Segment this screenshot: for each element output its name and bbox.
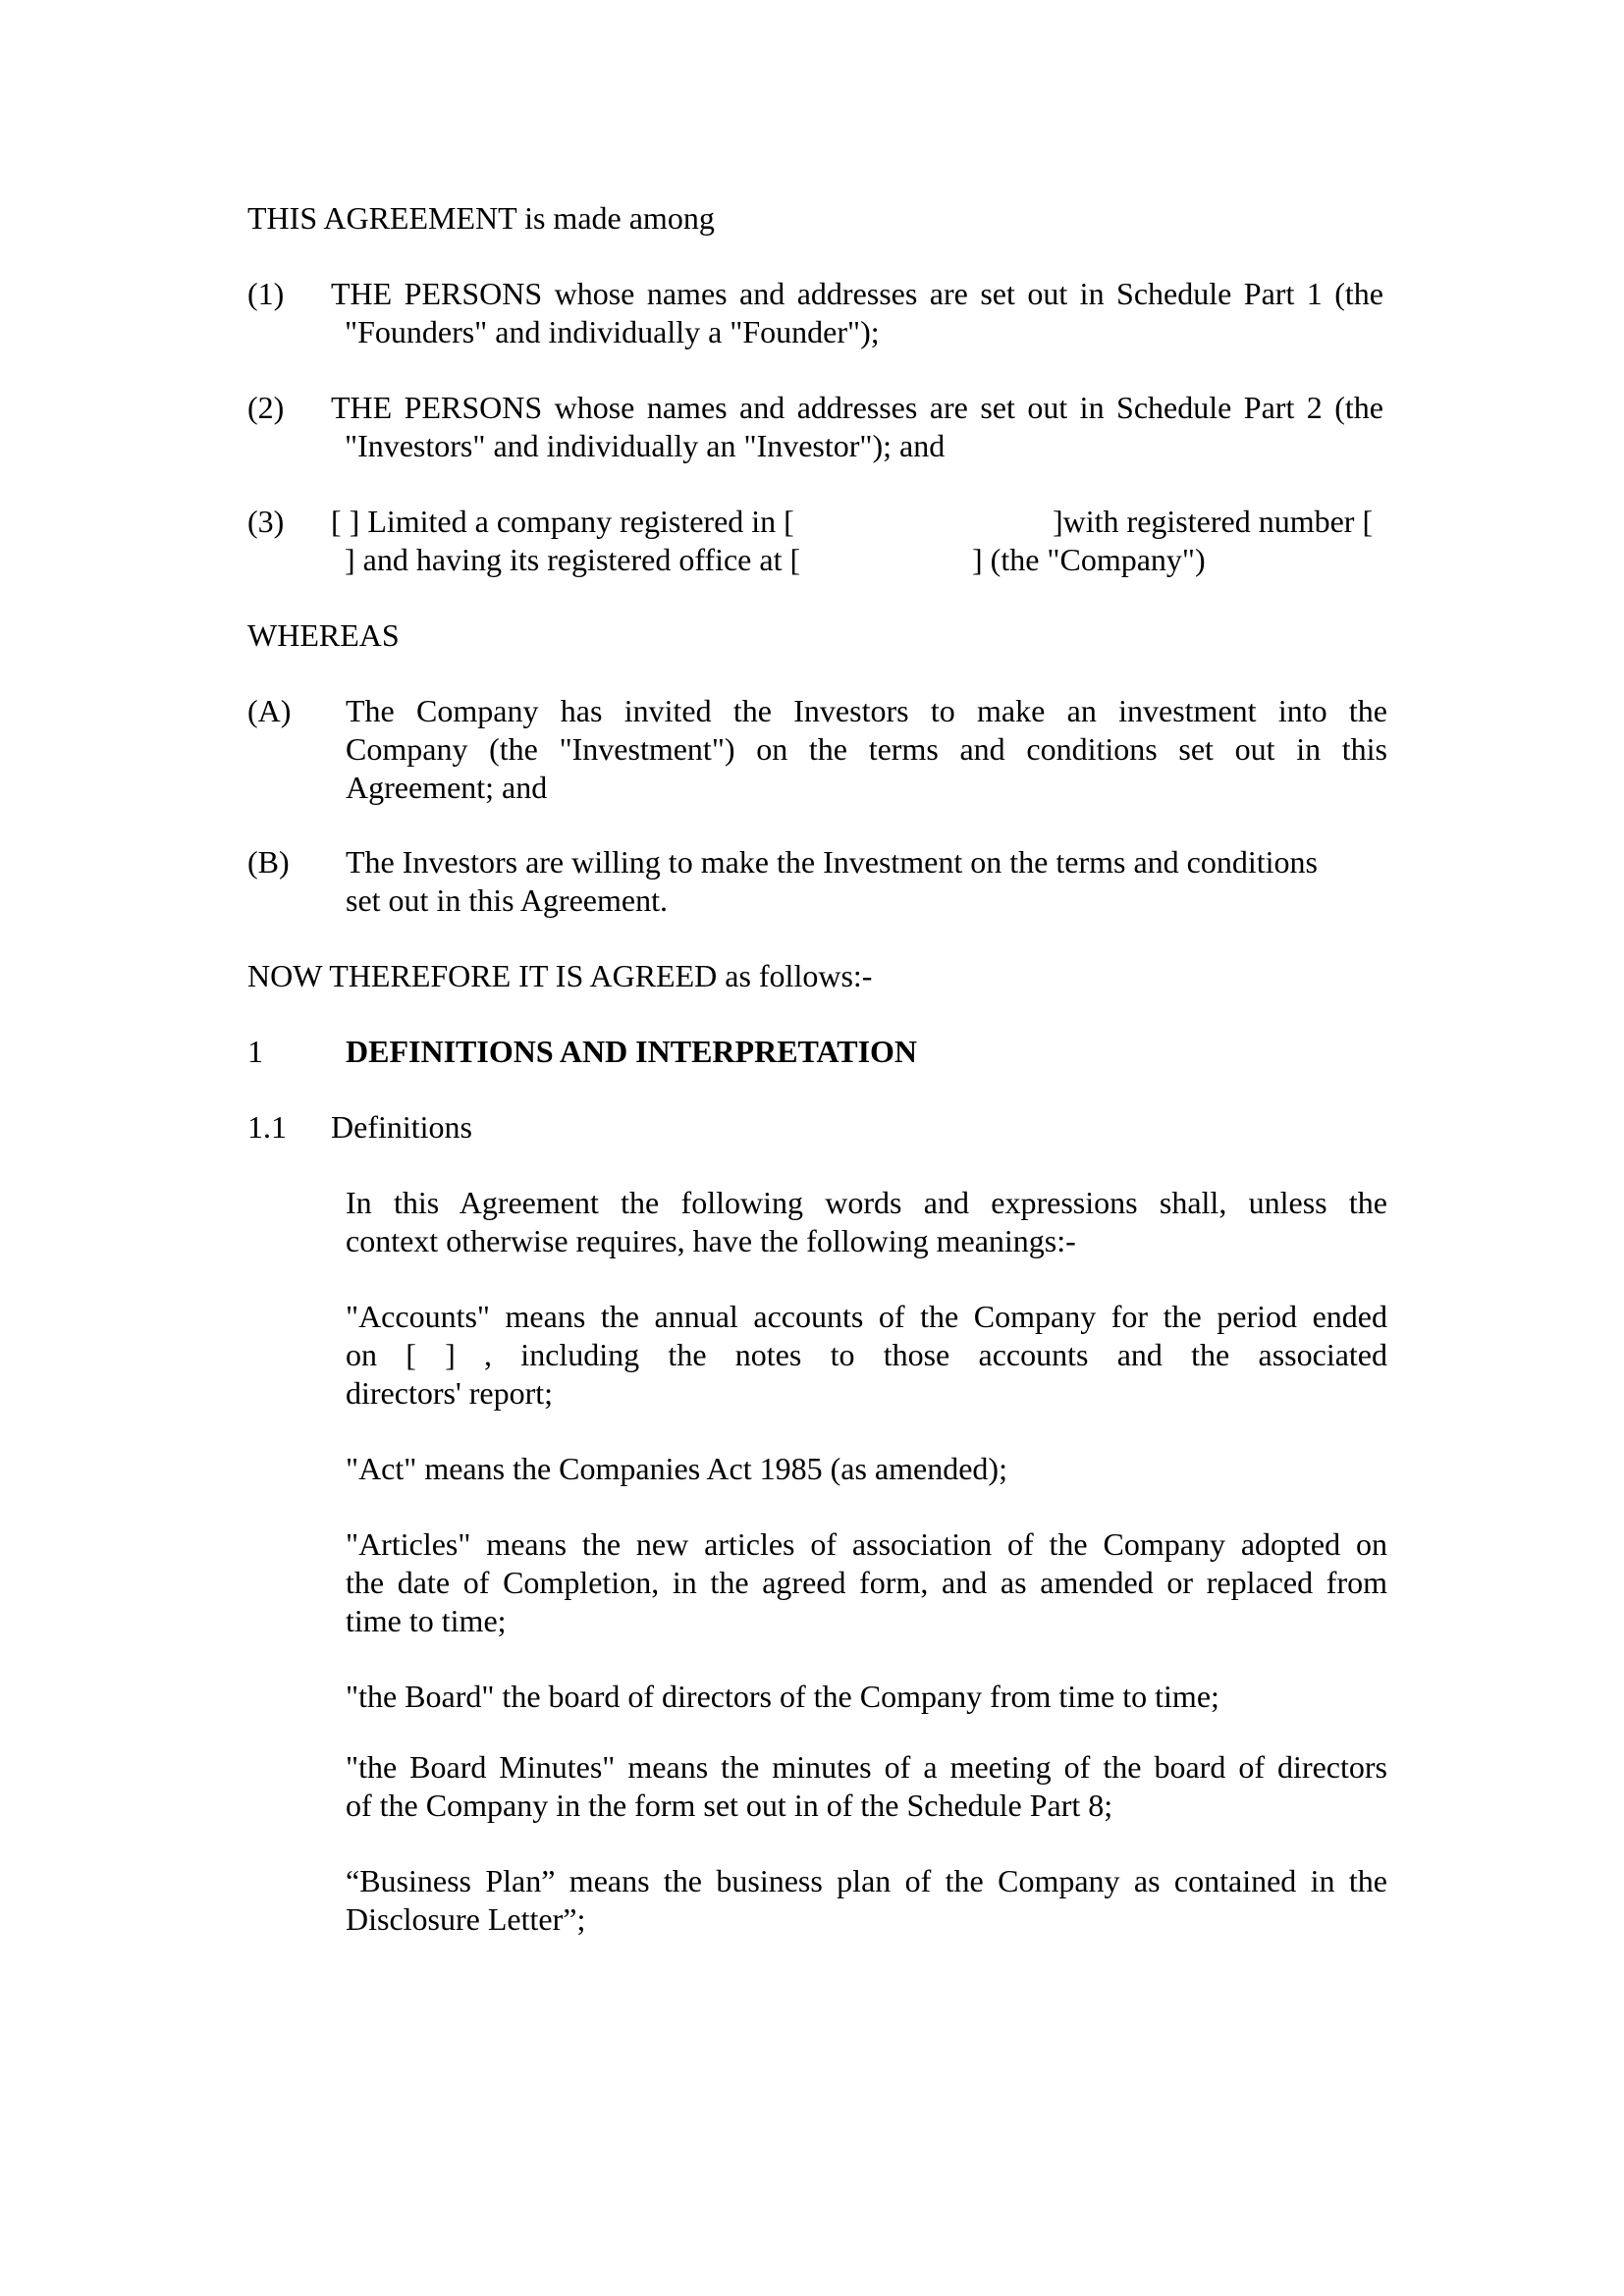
recital-line: Company (the "Investment") on the terms and conditions set out in this (346, 731, 1387, 767)
definition-line: In this Agreement the following words and expressions shall, unless the (346, 1185, 1387, 1220)
party-text-line: THE PERSONS whose names and addresses are set out in Schedule Part 1 (the (331, 276, 1383, 311)
party-text-line: "Founders" and individually a "Founder"); (345, 314, 880, 349)
definition-line: "the Board Minutes" means the minutes of a meeting of the board of directors (346, 1749, 1387, 1785)
definition-line: context otherwise requires, have the following meanings:- (346, 1223, 1076, 1258)
definition-line: Disclosure Letter”; (346, 1901, 586, 1937)
party-text-line: ]with registered number [ (1053, 504, 1374, 539)
recital-number: (B) (247, 844, 290, 880)
definition-line: time to time; (346, 1603, 507, 1638)
party-text-line: ] (the "Company") (972, 542, 1206, 577)
definition-line: "Articles" means the new articles of association of the Company adopted on (346, 1526, 1387, 1562)
party-text-line: [ ] Limited a company registered in [ (331, 504, 794, 539)
now-therefore-line: NOW THEREFORE IT IS AGREED as follows:- (247, 958, 873, 993)
subsection-number: 1.1 (247, 1109, 287, 1145)
definition-line: "the Board" the board of directors of the Company from time to time; (346, 1679, 1219, 1714)
recital-number: (A) (247, 693, 292, 728)
recital-line: set out in this Agreement. (346, 882, 668, 918)
whereas-heading: WHEREAS (247, 617, 400, 653)
subsection-title: Definitions (331, 1109, 472, 1145)
recital-line: The Investors are willing to make the Investment on the terms and conditions (346, 844, 1318, 880)
section-number: 1 (247, 1034, 263, 1069)
definition-line: of the Company in the form set out in of the Schedule Part 8; (346, 1788, 1113, 1823)
definition-line: "Accounts" means the annual accounts of the Company for the period ended (346, 1299, 1387, 1334)
recital-line: The Company has invited the Investors to make an investment into the (346, 693, 1387, 728)
definition-line: on [ ] , including the notes to those accounts and the associated (346, 1337, 1387, 1372)
party-text-line: "Investors" and individually an "Investor"); and (345, 428, 946, 463)
definition-line: "Act" means the Companies Act 1985 (as amended); (346, 1451, 1007, 1486)
party-text-line: ] and having its registered office at [ (345, 542, 801, 577)
party-number: (1) (247, 276, 285, 311)
party-text-line: THE PERSONS whose names and addresses are set out in Schedule Part 2 (the (331, 390, 1383, 425)
definition-line: directors' report; (346, 1375, 554, 1411)
party-number: (3) (247, 504, 285, 539)
intro-line: THIS AGREEMENT is made among (247, 200, 715, 236)
section-title: DEFINITIONS AND INTERPRETATION (346, 1034, 918, 1069)
recital-line: Agreement; and (346, 770, 548, 805)
definition-line: “Business Plan” means the business plan of the Company as contained in the (346, 1863, 1387, 1898)
definition-line: the date of Completion, in the agreed form, and as amended or replaced from (346, 1565, 1387, 1600)
party-number: (2) (247, 390, 285, 425)
